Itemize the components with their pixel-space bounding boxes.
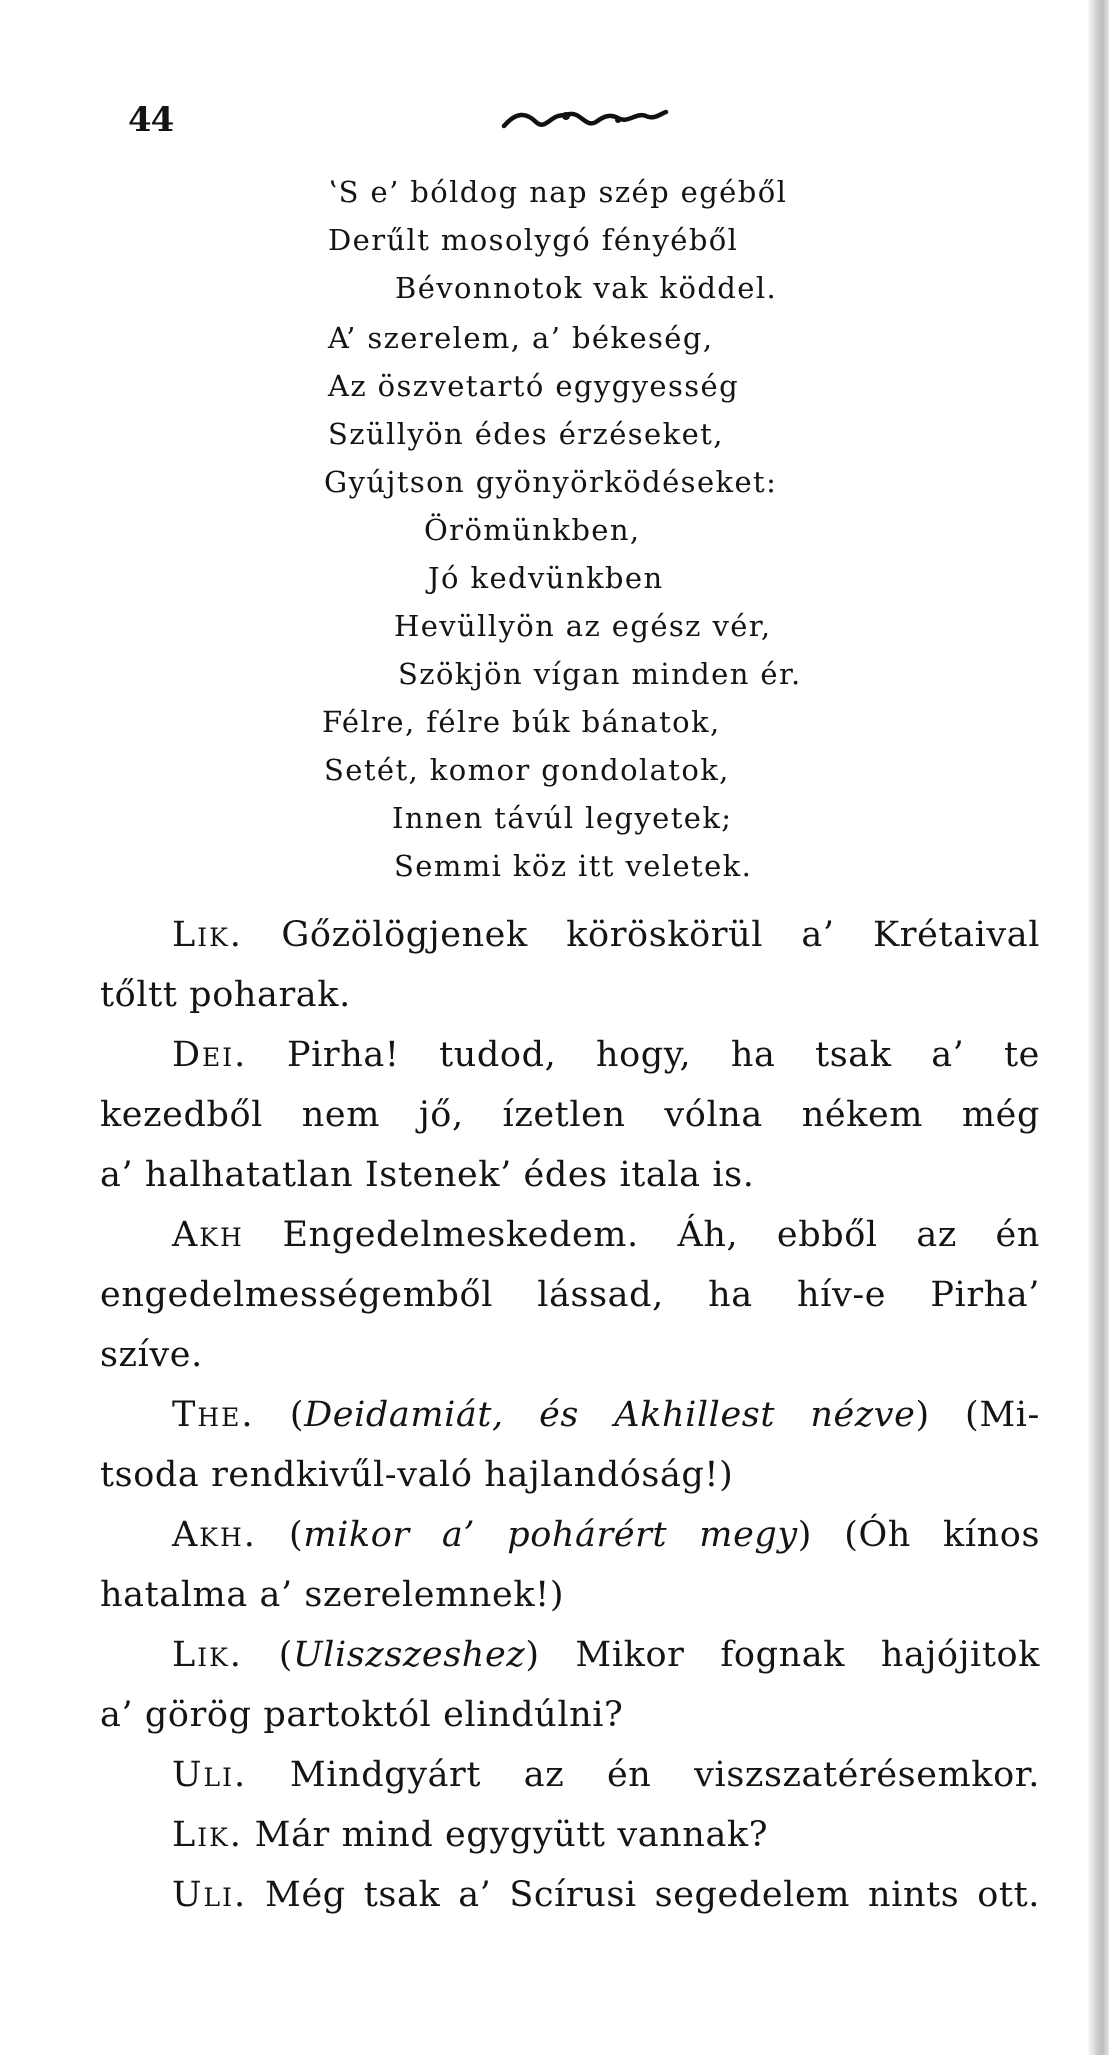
dialogue-line xyxy=(172,1390,1040,1440)
dialogue-line xyxy=(172,1030,1040,1080)
dialogue-text: ) (Mi- xyxy=(915,1395,1040,1435)
dialogue-text: Engedelmeskedem. Áh, ebből az én xyxy=(243,1215,1040,1255)
dialogue-line: tőltt poharak. xyxy=(100,975,351,1015)
poem-line: Az öszvetartó egygyesség xyxy=(328,369,740,403)
dialogue-text: ( xyxy=(256,1515,304,1555)
dialogue-text: Már mind egygyütt vannak? xyxy=(242,1815,769,1855)
dialogue-line: a’ görög partoktól elindúlni? xyxy=(100,1695,624,1735)
poem-line: Derűlt mosolygó fényéből xyxy=(328,223,739,257)
poem-line: Setét, komor gondolatok, xyxy=(324,753,730,787)
dialogue-line: a’ halhatatlan Istenek’ édes itala is. xyxy=(100,1155,755,1195)
poem-line: Hevüllyön az egész vér, xyxy=(394,609,772,643)
speaker-name: Uli. xyxy=(172,1875,248,1915)
dialogue-text: Gőzölögjenek köröskörül a’ Krétaival xyxy=(242,915,1040,955)
speaker-name: The. xyxy=(172,1395,255,1435)
speaker-name: Akh xyxy=(172,1215,244,1255)
dialogue-line: kezedből nem jő, ízetlen vólna nékem még xyxy=(100,1095,1040,1135)
speaker-name: Uli. xyxy=(172,1755,248,1795)
poem-line: Semmi köz itt veletek. xyxy=(394,849,753,883)
poem-line: Jó kedvünkben xyxy=(428,561,664,595)
dialogue-line: engedelmességemből lássad, ha hív-e Pirha’ xyxy=(100,1275,1040,1315)
dialogue-text: ) Mikor fognak hajójitok xyxy=(525,1635,1040,1675)
dialogue-text: ( xyxy=(242,1635,294,1675)
dialogue-line xyxy=(172,1210,1040,1260)
dialogue-line: tsoda rendkivűl-való hajlandóság!) xyxy=(100,1455,734,1495)
stage-direction: Uliszszeshez xyxy=(293,1635,526,1675)
dialogue-line xyxy=(172,1630,1040,1680)
dialogue-line xyxy=(172,1510,1040,1560)
speaker-name: Akh. xyxy=(172,1515,257,1555)
poem-line: Örömünkben, xyxy=(424,513,641,547)
dialogue-line xyxy=(172,1870,1040,1920)
dialogue-line xyxy=(172,1810,1052,1860)
page-number: 44 xyxy=(128,100,174,140)
speaker-name: Lik. xyxy=(172,915,243,955)
dialogue-line xyxy=(172,910,1040,960)
speaker-name: Lik. xyxy=(172,1635,243,1675)
dialogue-line: szíve. xyxy=(100,1335,203,1375)
dialogue-line: hatalma a’ szerelemnek!) xyxy=(100,1575,565,1615)
speaker-name: Dei. xyxy=(172,1035,248,1075)
dialogue-text: Pirha! tudod, hogy, ha tsak a’ te xyxy=(247,1035,1040,1075)
dialogue-text: ) (Óh kínos xyxy=(797,1515,1041,1555)
poem-line: ʽS e’ bóldog nap szép egéből xyxy=(328,175,788,209)
stage-direction: mikor a’ pohárért megy xyxy=(303,1515,798,1555)
dialogue-text: Mindgyárt az én viszszatérésemkor. xyxy=(247,1755,1040,1795)
poem-line: Innen távúl legyetek; xyxy=(392,801,733,835)
poem-line: Bévonnotok vak köddel. xyxy=(395,271,778,305)
poem-line: Szökjön vígan minden ér. xyxy=(398,657,802,691)
dialogue-line xyxy=(172,1750,1040,1800)
dialogue-text: ( xyxy=(254,1395,305,1435)
poem-line: Szüllyön édes érzéseket, xyxy=(328,417,724,451)
page-edge-shadow xyxy=(1087,0,1109,2055)
dialogue-text: Még tsak a’ Scírusi segedelem nints ott. xyxy=(247,1875,1040,1915)
speaker-name: Lik. xyxy=(172,1815,243,1855)
poem-line: Félre, félre búk bánatok, xyxy=(322,705,721,739)
stage-direction: Deidamiát, és Akhillest nézve xyxy=(304,1395,916,1435)
wavy-ornament-icon xyxy=(500,108,670,134)
poem-line: A’ szerelem, a’ békeség, xyxy=(328,321,714,355)
poem-line: Gyújtson gyönyörködéseket: xyxy=(324,465,778,499)
